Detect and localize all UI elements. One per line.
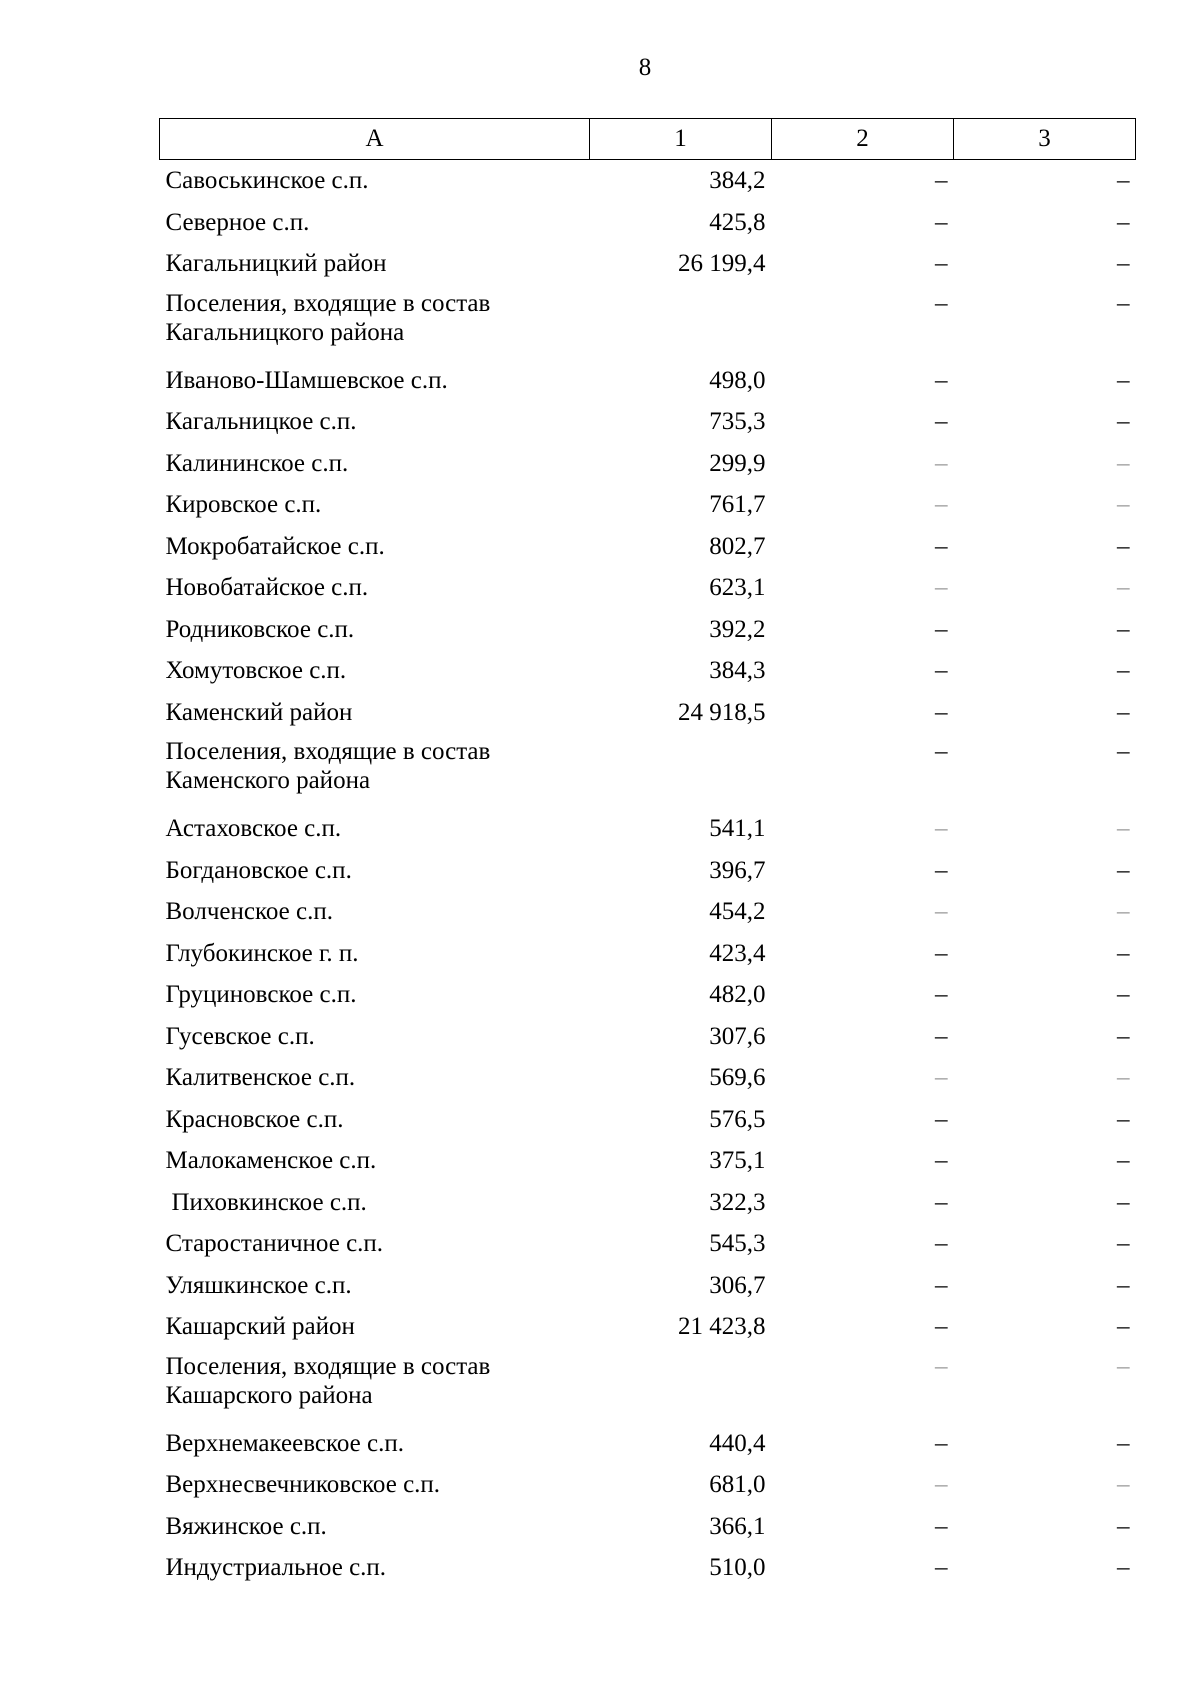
row-value-1-cell: 569,6 xyxy=(709,1064,766,1092)
table-row xyxy=(160,933,1136,975)
table-row xyxy=(160,1140,1136,1182)
row-value-3-cell xyxy=(954,933,1136,975)
header-cell-3: 3 xyxy=(954,119,1136,160)
dash-value-3: – xyxy=(1117,574,1130,602)
row-value-2-cell xyxy=(772,1506,954,1548)
dash-value-2: – xyxy=(935,289,948,317)
row-value-1-cell: 375,1 xyxy=(709,1147,766,1175)
row-value-1-cell xyxy=(590,1348,772,1423)
dash-value-3: – xyxy=(1117,1064,1130,1092)
row-value-3-cell xyxy=(954,974,1136,1016)
dash-value-2: – xyxy=(935,250,948,278)
table-row xyxy=(160,202,1136,244)
row-value-1-cell: 307,6 xyxy=(709,1022,766,1050)
row-name-cell: Гусевское с.п. xyxy=(165,1022,315,1050)
row-value-1-cell: 576,5 xyxy=(709,1105,766,1133)
row-value-2-cell xyxy=(772,484,954,526)
dash-value-2: – xyxy=(935,1512,948,1540)
row-value-1-cell: 21 423,8 xyxy=(678,1313,766,1341)
row-value-3-cell xyxy=(954,484,1136,526)
table-row xyxy=(160,484,1136,526)
row-value-3-cell xyxy=(954,285,1136,360)
row-name-cell: Вяжинское с.п. xyxy=(165,1512,327,1540)
row-value-1-cell: 366,1 xyxy=(709,1512,766,1540)
row-value-2-cell xyxy=(772,1057,954,1099)
row-name-cell: Груциновское с.п. xyxy=(165,981,357,1009)
table-row xyxy=(160,526,1136,568)
row-value-3-cell xyxy=(954,526,1136,568)
row-value-3-cell xyxy=(954,850,1136,892)
row-name-cell: Старостаничное с.п. xyxy=(165,1230,384,1258)
row-value-2-cell xyxy=(772,933,954,975)
dash-value-2: – xyxy=(935,574,948,602)
row-value-3-cell xyxy=(954,1265,1136,1307)
row-value-1-cell: 735,3 xyxy=(709,408,766,436)
row-value-3-cell xyxy=(954,808,1136,850)
row-value-2-cell xyxy=(772,360,954,402)
dash-value-3: – xyxy=(1117,1313,1130,1341)
dash-value-2: – xyxy=(935,615,948,643)
row-value-3-cell xyxy=(954,443,1136,485)
header-cell-a: А xyxy=(160,119,590,160)
dash-value-2: – xyxy=(935,1188,948,1216)
row-value-1-cell: 322,3 xyxy=(709,1188,766,1216)
row-value-2-cell xyxy=(772,850,954,892)
row-name-cell: Родниковское с.п. xyxy=(165,615,355,643)
row-value-1-cell: 440,4 xyxy=(709,1429,766,1457)
row-name-cell: Индустриальное с.п. xyxy=(165,1554,387,1582)
dash-value-3: – xyxy=(1117,208,1130,236)
table-row xyxy=(160,1306,1136,1348)
row-value-3-cell xyxy=(954,401,1136,443)
dash-value-2: – xyxy=(935,1271,948,1299)
table-body xyxy=(160,160,1136,1589)
dash-value-2: – xyxy=(935,449,948,477)
dash-value-3: – xyxy=(1117,408,1130,436)
row-value-3-cell xyxy=(954,1547,1136,1589)
table-row xyxy=(160,974,1136,1016)
table-row xyxy=(160,692,1136,734)
dash-value-2: – xyxy=(935,408,948,436)
row-value-2-cell xyxy=(772,1099,954,1141)
row-value-3-cell xyxy=(954,1506,1136,1548)
table-header xyxy=(160,119,1136,160)
table-row xyxy=(160,808,1136,850)
row-value-3-cell xyxy=(954,733,1136,808)
table-row xyxy=(160,1182,1136,1224)
dash-value-2: – xyxy=(935,1352,948,1380)
dash-value-2: – xyxy=(935,939,948,967)
row-value-3-cell xyxy=(954,1306,1136,1348)
dash-value-2: – xyxy=(935,1554,948,1582)
row-value-1-cell: 541,1 xyxy=(709,815,766,843)
row-value-1-cell xyxy=(590,733,772,808)
row-value-2-cell xyxy=(772,650,954,692)
row-value-3-cell xyxy=(954,650,1136,692)
row-value-3-cell xyxy=(954,1016,1136,1058)
row-name-cell: Поселения, входящие в состав Каменского района xyxy=(165,738,491,794)
row-name-cell: Новобатайское с.п. xyxy=(165,574,369,602)
dash-value-3: – xyxy=(1117,1271,1130,1299)
header-cell-1: 1 xyxy=(590,119,772,160)
dash-value-2: – xyxy=(935,532,948,560)
row-value-2-cell xyxy=(772,1223,954,1265)
dash-value-3: – xyxy=(1117,289,1130,317)
row-value-2-cell xyxy=(772,1140,954,1182)
row-value-1-cell: 498,0 xyxy=(709,366,766,394)
row-name-cell: Малокаменское с.п. xyxy=(165,1147,377,1175)
page-number: 8 xyxy=(638,54,652,81)
row-value-2-cell xyxy=(772,891,954,933)
row-value-3-cell xyxy=(954,891,1136,933)
row-name-cell: Иваново-Шамшевское с.п. xyxy=(165,366,448,394)
row-name-cell: Кировское с.п. xyxy=(165,491,322,519)
data-table xyxy=(159,118,1136,1589)
row-value-3-cell xyxy=(954,692,1136,734)
dash-value-2: – xyxy=(935,366,948,394)
row-value-2-cell xyxy=(772,1464,954,1506)
row-value-3-cell xyxy=(954,1057,1136,1099)
row-name-cell: Кагальницкий район xyxy=(165,250,387,278)
dash-value-2: – xyxy=(935,1147,948,1175)
dash-value-2: – xyxy=(935,1230,948,1258)
dash-value-2: – xyxy=(935,815,948,843)
row-value-2-cell xyxy=(772,1547,954,1589)
dash-value-2: – xyxy=(935,1105,948,1133)
row-name-cell: Астаховское с.п. xyxy=(165,815,342,843)
dash-value-3: – xyxy=(1117,1105,1130,1133)
dash-value-3: – xyxy=(1117,738,1130,765)
dash-value-3: – xyxy=(1117,1554,1130,1582)
row-name-cell: Верхнесвечниковское с.п. xyxy=(165,1471,441,1499)
table-row xyxy=(160,850,1136,892)
row-value-2-cell xyxy=(772,160,954,202)
dash-value-3: – xyxy=(1117,1230,1130,1258)
row-value-2-cell xyxy=(772,808,954,850)
dash-value-3: – xyxy=(1117,1188,1130,1216)
dash-value-2: – xyxy=(935,981,948,1009)
row-name-cell: Мокробатайское с.п. xyxy=(165,532,385,560)
row-name-cell: Кашарский район xyxy=(165,1313,355,1341)
dash-value-2: – xyxy=(935,856,948,884)
dash-value-3: – xyxy=(1117,1512,1130,1540)
dash-value-3: – xyxy=(1117,1147,1130,1175)
row-value-3-cell xyxy=(954,243,1136,285)
row-value-1-cell: 384,2 xyxy=(709,167,766,195)
row-value-3-cell xyxy=(954,1223,1136,1265)
dash-value-3: – xyxy=(1117,250,1130,278)
row-name-cell: Каменский район xyxy=(165,698,353,726)
row-value-3-cell xyxy=(954,202,1136,244)
row-name-cell: Верхнемакеевское с.п. xyxy=(165,1429,404,1457)
table-row xyxy=(160,443,1136,485)
row-value-3-cell xyxy=(954,1423,1136,1465)
row-value-3-cell xyxy=(954,1182,1136,1224)
row-value-2-cell xyxy=(772,285,954,360)
table-row xyxy=(160,609,1136,651)
row-value-1-cell: 545,3 xyxy=(709,1230,766,1258)
row-value-1-cell: 802,7 xyxy=(709,532,766,560)
dash-value-3: – xyxy=(1117,532,1130,560)
table-row xyxy=(160,1547,1136,1589)
dash-value-2: – xyxy=(935,491,948,519)
row-value-2-cell xyxy=(772,401,954,443)
dash-value-3: – xyxy=(1117,815,1130,843)
table-row xyxy=(160,285,1136,360)
row-name-cell: Кагальницкое с.п. xyxy=(165,408,357,436)
table-row xyxy=(160,567,1136,609)
row-value-1-cell xyxy=(590,285,772,360)
dash-value-2: – xyxy=(935,1471,948,1499)
row-value-2-cell xyxy=(772,609,954,651)
table-row xyxy=(160,1423,1136,1465)
table-row xyxy=(160,401,1136,443)
dash-value-3: – xyxy=(1117,449,1130,477)
row-value-1-cell: 396,7 xyxy=(709,856,766,884)
dash-value-3: – xyxy=(1117,698,1130,726)
row-value-3-cell xyxy=(954,1348,1136,1423)
table-row xyxy=(160,1016,1136,1058)
table-row xyxy=(160,891,1136,933)
dash-value-2: – xyxy=(935,167,948,195)
dash-value-3: – xyxy=(1117,1429,1130,1457)
dash-value-3: – xyxy=(1117,657,1130,685)
row-value-1-cell: 482,0 xyxy=(709,981,766,1009)
row-name-cell: Калининское с.п. xyxy=(165,449,349,477)
row-value-3-cell xyxy=(954,609,1136,651)
row-value-1-cell: 510,0 xyxy=(709,1554,766,1582)
dash-value-3: – xyxy=(1117,167,1130,195)
row-name-cell: Волченское с.п. xyxy=(165,898,333,926)
row-name-cell: Глубокинское г. п. xyxy=(165,939,359,967)
row-value-3-cell xyxy=(954,360,1136,402)
row-name-cell: Поселения, входящие в состав Кагальницкого района xyxy=(165,289,491,346)
row-value-2-cell xyxy=(772,526,954,568)
dash-value-3: – xyxy=(1117,856,1130,884)
dash-value-3: – xyxy=(1117,981,1130,1009)
row-value-2-cell xyxy=(772,1016,954,1058)
table-row xyxy=(160,243,1136,285)
table-row xyxy=(160,360,1136,402)
row-value-2-cell xyxy=(772,1182,954,1224)
row-name-cell: Пиховкинское с.п. xyxy=(171,1188,367,1216)
row-value-2-cell xyxy=(772,1265,954,1307)
row-name-cell: Поселения, входящие в состав Кашарского района xyxy=(165,1352,491,1409)
dash-value-2: – xyxy=(935,657,948,685)
table-row xyxy=(160,1265,1136,1307)
dash-value-3: – xyxy=(1117,1471,1130,1499)
row-value-2-cell xyxy=(772,974,954,1016)
row-value-1-cell: 681,0 xyxy=(709,1471,766,1499)
header-cell-2: 2 xyxy=(772,119,954,160)
table-row xyxy=(160,1099,1136,1141)
table-row xyxy=(160,650,1136,692)
dash-value-2: – xyxy=(935,1429,948,1457)
dash-value-2: – xyxy=(935,1064,948,1092)
dash-value-2: – xyxy=(935,698,948,726)
row-value-2-cell xyxy=(772,1348,954,1423)
header-row xyxy=(160,119,1136,160)
row-value-2-cell xyxy=(772,567,954,609)
table-row xyxy=(160,1506,1136,1548)
dash-value-3: – xyxy=(1117,615,1130,643)
row-value-2-cell xyxy=(772,1306,954,1348)
dash-value-3: – xyxy=(1117,491,1130,519)
dash-value-3: – xyxy=(1117,939,1130,967)
row-value-1-cell: 761,7 xyxy=(709,491,766,519)
row-value-3-cell xyxy=(954,1464,1136,1506)
row-value-2-cell xyxy=(772,243,954,285)
row-value-1-cell: 384,3 xyxy=(709,657,766,685)
row-value-1-cell: 425,8 xyxy=(709,208,766,236)
row-name-cell: Калитвенское с.п. xyxy=(165,1064,356,1092)
row-value-2-cell xyxy=(772,692,954,734)
row-name-cell: Красновское с.п. xyxy=(165,1105,344,1133)
table-row xyxy=(160,1223,1136,1265)
row-value-1-cell: 454,2 xyxy=(709,898,766,926)
dash-value-3: – xyxy=(1117,898,1130,926)
table-row xyxy=(160,1464,1136,1506)
row-value-1-cell: 26 199,4 xyxy=(678,250,766,278)
row-name-cell: Северное с.п. xyxy=(165,208,310,236)
row-value-1-cell: 423,4 xyxy=(709,939,766,967)
dash-value-2: – xyxy=(935,898,948,926)
row-value-1-cell: 623,1 xyxy=(709,574,766,602)
row-name-cell: Хомутовское с.п. xyxy=(165,657,347,685)
table-row xyxy=(160,733,1136,808)
row-value-3-cell xyxy=(954,1140,1136,1182)
row-value-3-cell xyxy=(954,1099,1136,1141)
row-value-1-cell: 392,2 xyxy=(709,615,766,643)
row-value-3-cell xyxy=(954,567,1136,609)
dash-value-2: – xyxy=(935,738,948,765)
dash-value-2: – xyxy=(935,208,948,236)
row-value-2-cell xyxy=(772,202,954,244)
row-value-1-cell: 299,9 xyxy=(709,449,766,477)
row-value-1-cell: 306,7 xyxy=(709,1271,766,1299)
dash-value-2: – xyxy=(935,1313,948,1341)
row-name-cell: Савоськинское с.п. xyxy=(165,167,369,195)
dash-value-3: – xyxy=(1117,1022,1130,1050)
table-row xyxy=(160,1348,1136,1423)
dash-value-3: – xyxy=(1117,1352,1130,1380)
row-value-2-cell xyxy=(772,733,954,808)
row-value-1-cell: 24 918,5 xyxy=(678,698,766,726)
row-name-cell: Уляшкинское с.п. xyxy=(165,1271,352,1299)
row-value-2-cell xyxy=(772,443,954,485)
dash-value-2: – xyxy=(935,1022,948,1050)
dash-value-3: – xyxy=(1117,366,1130,394)
row-name-cell: Богдановское с.п. xyxy=(165,856,352,884)
table-row xyxy=(160,160,1136,202)
row-value-3-cell xyxy=(954,160,1136,202)
row-value-2-cell xyxy=(772,1423,954,1465)
table-row xyxy=(160,1057,1136,1099)
